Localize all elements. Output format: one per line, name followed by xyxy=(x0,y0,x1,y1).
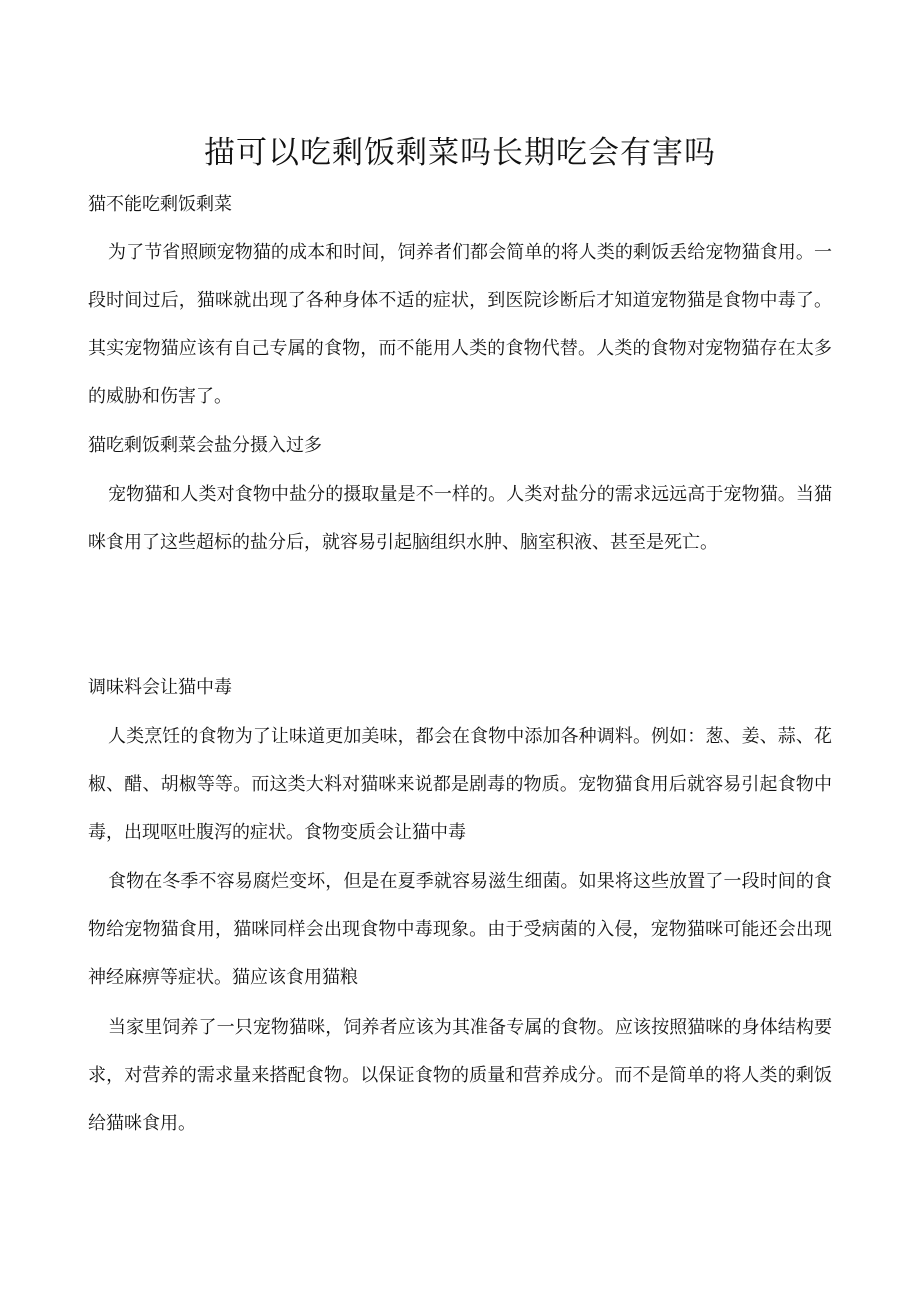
paragraph-text: 当家里饲养了一只宠物猫咪，饲养者应该为其准备专属的食物。应该按照猫咪的身体结构要求，对营养的需求量来搭配食物。以保证食物的质量和营养成分。而不是简单的将人类的剩饭给猫咪食用。 xyxy=(88,1017,832,1134)
section-heading-3: 调味料会让猫中毒 xyxy=(88,677,232,698)
page-title: 描可以吃剩饭剩菜吗长期吃会有害吗 xyxy=(204,135,716,171)
section-heading-2: 猫吃剩饭剩菜会盐分摄入过多 xyxy=(88,435,322,456)
paragraph-text: 食物在冬季不容易腐烂变坏，但是在夏季就容易滋生细菌。如果将这些放置了一段时间的食物给宠物猫食用，猫咪同样会出现食物中毒现象。由于受病菌的入侵，宠物猫咪可能还会出现神经麻痹等症状。猫应该食用猫粮 xyxy=(88,871,832,988)
section-paragraph-5 xyxy=(88,1004,832,1148)
section-paragraph-1 xyxy=(88,229,832,421)
section-heading-1: 猫不能吃剩饭剩菜 xyxy=(88,194,232,215)
section-paragraph-4 xyxy=(88,858,832,1002)
paragraph-text: 宠物猫和人类对食物中盐分的摄取量是不一样的。人类对盐分的需求远远高于宠物猫。当猫咪食用了这些超标的盐分后，就容易引起脑组织水肿、脑室积液、甚至是死亡。 xyxy=(88,484,832,553)
paragraph-text: 为了节省照顾宠物猫的成本和时间，饲养者们都会简单的将人类的剩饭丢给宠物猫食用。一段时间过后，猫咪就出现了各种身体不适的症状，到医院诊断后才知道宠物猫是食物中毒了。其实宠物猫应该有自己专属的食物，而不能用人类的食物代替。人类的食物对宠物猫存在太多的威胁和伤害了。 xyxy=(88,242,832,407)
section-paragraph-3 xyxy=(88,713,832,857)
paragraph-text: 人类烹饪的食物为了让味道更加美味，都会在食物中添加各种调料。例如：葱、姜、蒜、花椒、醋、胡椒等等。而这类大料对猫咪来说都是剧毒的物质。宠物猫食用后就容易引起食物中毒，出现呕吐腹泻的症状。食物变质会让猫中毒 xyxy=(88,726,832,843)
section-paragraph-2 xyxy=(88,471,832,567)
